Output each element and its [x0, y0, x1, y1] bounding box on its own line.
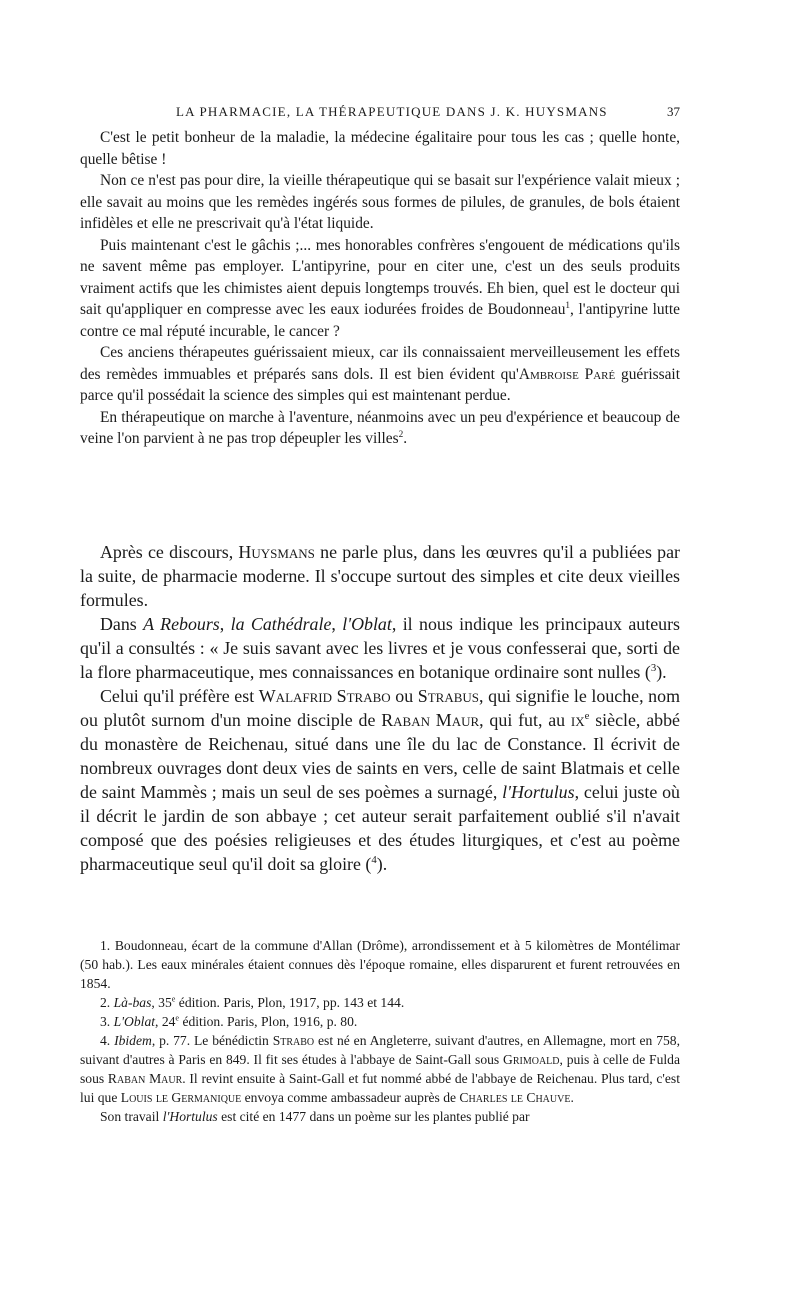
footnotes — [80, 936, 680, 1126]
text-run: 4. — [100, 1033, 115, 1048]
paragraph — [80, 612, 680, 684]
note-reference: e — [171, 994, 176, 1004]
text-run: siècle, abbé du monastère de Reichenau, situé dans une île du lac de Constance. Il écrivit de nombreux ouvrages dont deux vies de saints en vers, celle de saint Blatmais et celle de saint Mammès ; mais un seul de ses poèmes a surnagé, — [80, 710, 680, 802]
text-run: Raban Maur — [381, 710, 480, 730]
text-run: Grimoald — [503, 1052, 560, 1067]
text-run: Dans — [100, 614, 144, 634]
text-run: édition. Paris, Plon, 1916, p. 80. — [179, 1014, 358, 1029]
text-run: Son travail — [100, 1109, 163, 1124]
text-run: , qui fut, au — [479, 710, 571, 730]
text-run: ix — [570, 710, 585, 730]
paragraph — [80, 540, 680, 612]
text-run: Louis le Germanique — [120, 1090, 242, 1105]
text-run: , 24 — [155, 1014, 176, 1029]
footnote — [80, 936, 680, 993]
note-reference: 4 — [371, 854, 377, 867]
note-reference: e — [175, 1013, 180, 1023]
paragraph — [80, 170, 680, 235]
footnote — [80, 1107, 680, 1126]
text-run: Strabus — [417, 686, 480, 706]
text-run: Après ce discours, — [100, 542, 239, 562]
text-run: Puis maintenant c'est le gâchis ;... mes honorables confrères s'engouent de médications qu'ils ne savent même pas employer. L'antipyrine, pour en citer une, c'est un des seuls produits vraiment actifs que les chimistes aient depuis longtemps trouvés. Eh bien, quel est le docteur qui sait qu'appliquer en compresse avec les eaux iodurées froides de Boudonneau — [80, 236, 680, 318]
running-head — [80, 104, 680, 124]
text-run: envoya comme ambassadeur auprès de — [241, 1090, 460, 1105]
footnote — [80, 1012, 680, 1031]
text-run: ne parle plus, dans les œuvres qu'il a publiées par la suite, de pharmacie moderne. Il s'occupe surtout des simples et cite deux vieilles formules. — [80, 542, 680, 610]
text-run: 2. — [100, 995, 114, 1010]
paragraph — [80, 127, 680, 170]
text-run: ou — [390, 686, 418, 706]
text-run: Huysmans — [238, 542, 315, 562]
paragraph — [80, 407, 680, 450]
text-run: , p. 77. Le bénédictin — [151, 1033, 273, 1048]
text-run: la Cathédrale — [230, 614, 332, 634]
text-run: , il nous indique les principaux auteurs qu'il a consultés : « Je suis savant avec les livres et je vous confesserai que, sorti de la flore pharmaceutique, mes connaissances en botanique ordinaire sont nulles ( — [80, 614, 681, 682]
text-run: Strabo — [272, 1033, 315, 1048]
text-run: Celui qu'il préfère est — [100, 686, 259, 706]
footnote — [80, 1031, 680, 1107]
text-run: édition. Paris, Plon, 1917, pp. 143 et 144. — [175, 995, 405, 1010]
text-run: Ces anciens thérapeutes guérissaient mieux, car ils connaissaient merveilleusement les effets des remèdes immuables et préparés sans dols. Il est bien évident qu' — [80, 344, 680, 383]
paragraph — [80, 342, 680, 407]
text-run: , — [331, 614, 343, 634]
quoted-passage — [80, 127, 680, 450]
note-reference: e — [584, 710, 590, 723]
text-run: Ambroise Paré — [518, 365, 616, 383]
note-reference: 2 — [398, 428, 404, 439]
text-run: Ibidem — [114, 1033, 152, 1048]
text-run: est cité en 1477 dans un poème sur les plantes publié par — [217, 1109, 530, 1124]
text-run: Raban Maur — [107, 1071, 183, 1086]
text-run: , celui juste où il décrit le jardin de son abbaye ; cet auteur serait parfaitement oublié s'il n'avait composé que des poésies religieuses et des études liturgiques, et c'est au poème pharmaceutique seul qu'il doit sa gloire ( — [80, 782, 680, 874]
text-run: est né en Angleterre, suivant d'autres, en Allemagne, mort en 758, suivant d'autres à Paris en 849. Il fit ses études à l'abbaye de Saint-Gall sous — [80, 1033, 680, 1067]
note-reference: 3 — [650, 662, 657, 675]
footnote — [80, 993, 680, 1012]
text-run: 3. — [100, 1014, 114, 1029]
text-run: l'Hortulus — [502, 782, 575, 802]
text-run: , puis à celle de Fulda sous — [80, 1052, 680, 1086]
text-run: guérissait parce qu'il possédait la science des simples qui est maintenant perdue. — [80, 365, 680, 404]
text-run: ). — [656, 662, 667, 682]
note-reference: 1 — [565, 299, 571, 310]
text-run: l'Hortulus — [162, 1109, 218, 1124]
text-run: ). — [376, 854, 388, 874]
page-number: 37 — [667, 104, 680, 119]
running-title: LA PHARMACIE, LA THÉRAPEUTIQUE DANS J. K. HUYSMANS — [176, 104, 608, 119]
text-run: C'est le petit bonheur de la maladie, la médecine égalitaire pour tous les cas ; quelle honte, quelle bêtise ! — [80, 129, 680, 168]
text-run: . Il revint ensuite à Saint-Gall et fut nommé abbé de l'abbaye de Reichenau. Plus tard, c'est lui que — [80, 1071, 680, 1105]
text-run: Walafrid Strabo — [258, 686, 391, 706]
text-run: Charles le Chauve — [459, 1090, 571, 1105]
text-run: l'Oblat — [342, 614, 392, 634]
paragraph — [80, 235, 680, 343]
text-run: , l'antipyrine lutte contre ce mal réputé incurable, le cancer ? — [80, 301, 681, 340]
text-run: . — [403, 430, 408, 447]
text-run: , — [219, 614, 231, 634]
text-run: . — [570, 1090, 574, 1105]
text-run: En thérapeutique on marche à l'aventure, néanmoins avec un peu d'expérience et beaucoup de veine l'on parvient à ne pas trop dépeupler les villes — [80, 408, 680, 447]
text-run: Non ce n'est pas pour dire, la vieille thérapeutique qui se basait sur l'expérience valait mieux ; elle savait au moins que les remèdes ingérés sous formes de pilules, de granules, de bols étaient infidèles et elle ne prescrivait qu'à l'état liquide. — [80, 172, 680, 232]
text-run: , qui signifie le louche, nom ou plutôt surnom d'un moine disciple de — [80, 686, 680, 730]
text-run: Là-bas — [113, 995, 152, 1010]
text-run: A Rebours — [143, 614, 220, 634]
text-run: L'Oblat — [113, 1014, 156, 1029]
body-text — [80, 540, 680, 876]
text-run: , 35 — [151, 995, 172, 1010]
paragraph — [80, 684, 680, 876]
text-run: 1. Boudonneau, écart de la commune d'Allan (Drôme), arrondissement et à 5 kilomètres de Montélimar (50 hab.). Les eaux minérales étaient connues dès l'époque romaine, elles disparurent et furent retrouvées en 1854. — [80, 938, 680, 991]
